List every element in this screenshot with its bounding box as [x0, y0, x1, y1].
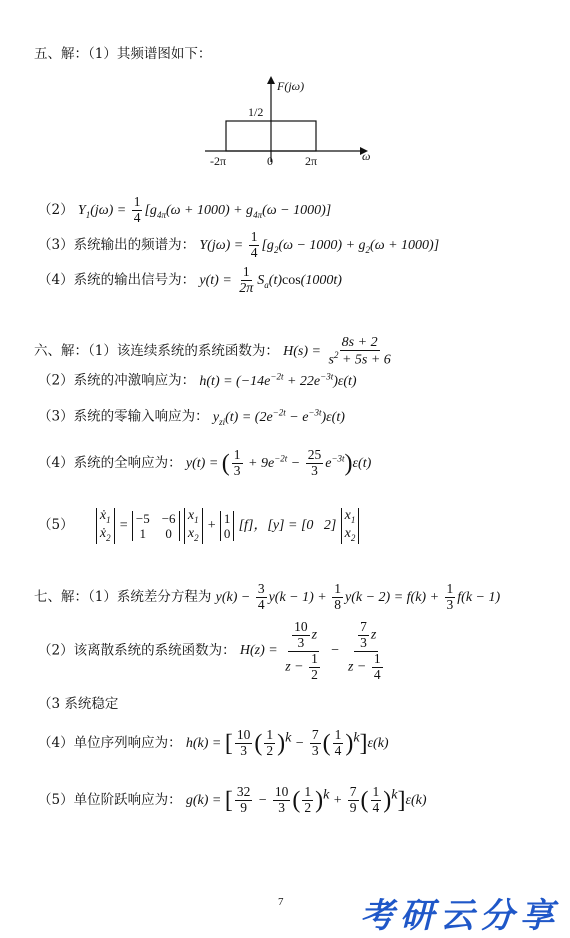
watermark-logo: 考研云分享 — [360, 896, 560, 936]
graph-tick-zero: 0 — [267, 154, 273, 168]
section-7-heading: 七、解：（1）系统差分方程为 y(k) − $\frac{3}{4}$ y(k − 1) + $\frac{1}{8}$ y(k − 2) = f(k) + $\frac{1}{3}$ f(k − 1) — [34, 581, 501, 612]
section-5-heading: 五、解：（1）其频谱图如下： — [34, 46, 212, 62]
graph-ylabel: F(jω) — [277, 79, 305, 93]
s7-item3: （3 系统稳定 — [38, 696, 119, 712]
s5-item4: （4）系统的输出信号为： y(t) = $\frac{1}{2\pi}$ $S_a(t)\cos(1000t)$ — [38, 264, 342, 296]
graph-xlabel: ω — [362, 149, 371, 163]
graph-tick-neg: -2π — [210, 154, 227, 168]
graph-tick-pos: 2π — [305, 154, 318, 168]
s6-item4: （4）系统的全响应为： y(t) = ( $\frac{1}{3}$ + $9e^{-2t}$ − $\frac{25}{3}$ $e^{-3t})\varepsilon(t)$ — [38, 447, 372, 478]
s5-item3: （3）系统输出的频谱为： Y(jω) = $\frac{1}{4}$ $[g_2(\omega - 1000) + g_2(\omega + 1000)]$ — [38, 229, 440, 260]
section-6-heading: 六、解：（1）该连续系统的系统函数为： H(s) = $\frac{8s + 2}{s^2 + 5s + 6}$ — [34, 335, 391, 369]
s7-item2: （2）该离散系统的系统函数为： H(z) = $\frac{10}{3}$ z z − $\frac{1}{2}$ − $\frac{7}{3}$ z z − $\frac{1}{4}$ — [38, 619, 381, 682]
s7-item5: （5）单位阶跃响应为： g(k) = [ $\frac{32}{9}$ − $\frac{10}{3}$ ( $\frac{1}{2}$ )$^k$ + $\frac{7}{9}$ ( $\frac{1}{4}$ )$^k$]ε(k) — [38, 784, 427, 815]
s6-item2: （2）系统的冲激响应为： $h(t) = (-14e^{-2t} + 22e^{-3t})\varepsilon(t)$ — [38, 371, 357, 389]
s5-item2: （2） $Y_1(j\omega)$ = $\frac{1}{4}$ $[g_{4\pi}(\omega + 1000) + g_{4\pi}(\omega - 1000)]$ — [38, 194, 332, 225]
s7-item4: （4）单位序列响应为： h(k) = [ $\frac{10}{3}$ ( $\frac{1}{2}$ )$^k$ − $\frac{7}{3}$ ( $\frac{1}{4}$ )$^k$]ε(k) — [38, 727, 389, 758]
page-number: 7 — [278, 896, 284, 908]
s6-item5: （5） ẋ$_1$ ẋ$_2$ = −5 −6 1 0 $x_1$ $x_2$ + 1 0 [f]，[y] = [0 2] $x_1$ $x_2$ — [38, 508, 359, 544]
spectrum-graph — [195, 72, 385, 172]
s6-item3: （3）系统的零输入响应为： $y_{zi}(t) = (2e^{-2t} - e^{-3t})\varepsilon(t)$ — [38, 407, 345, 427]
graph-level: 1/2 — [248, 105, 264, 119]
